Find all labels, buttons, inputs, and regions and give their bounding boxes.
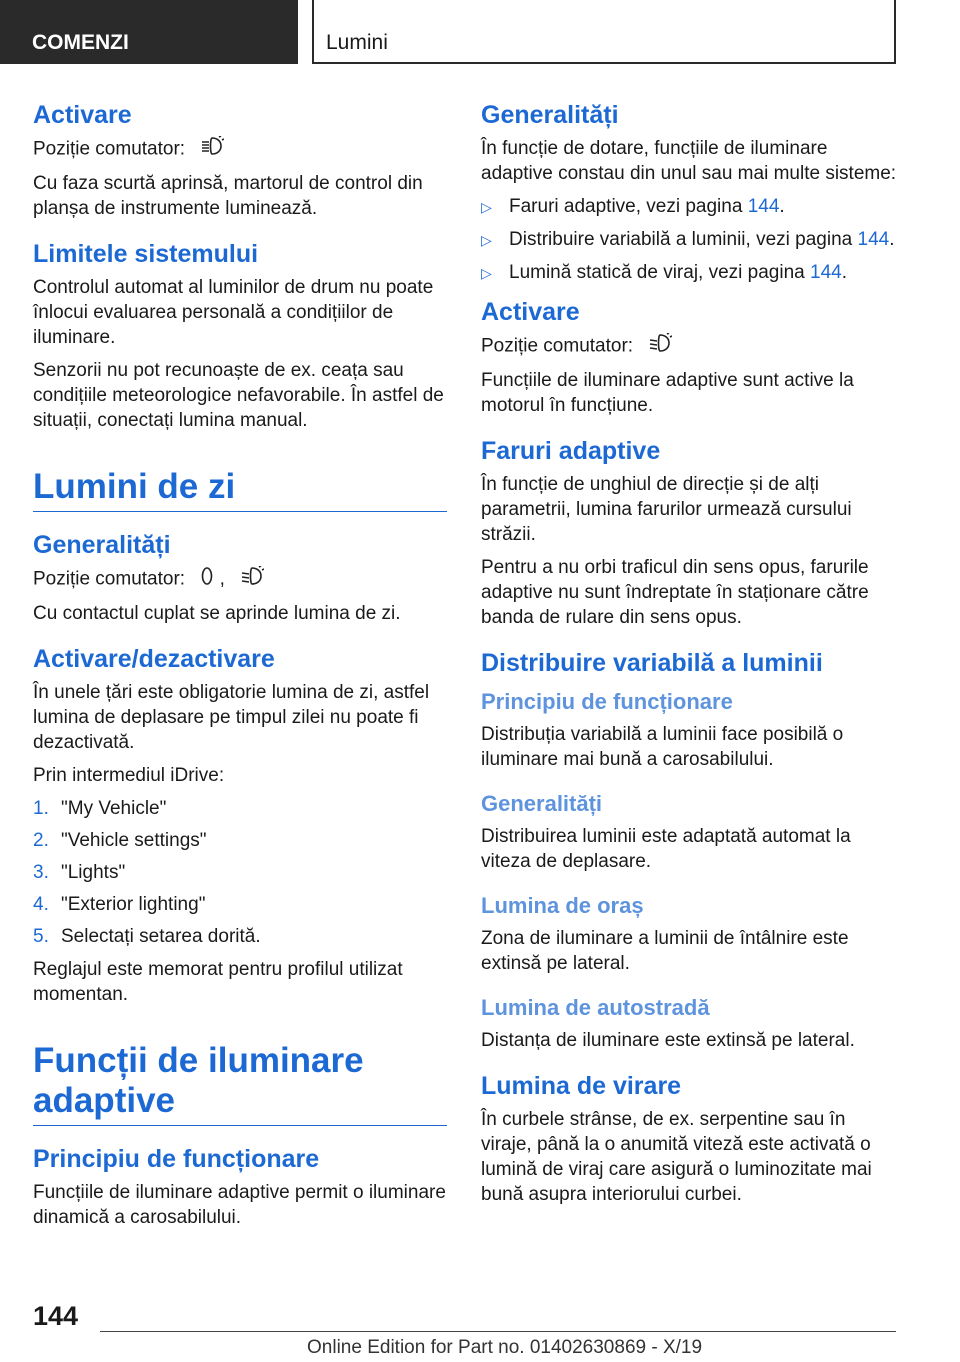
subheading-principiu: Principiu de funcționare [481, 689, 733, 714]
left-column [33, 100, 447, 1238]
heading-limite: Limitele sistemului [33, 240, 259, 268]
switch-position-label: Poziție comutator: [33, 568, 186, 590]
heading-faruri-adaptive: Faruri adaptive [481, 437, 661, 465]
section-title: COMENZI [32, 31, 129, 54]
systems-list [481, 194, 897, 285]
activdez-p2: Prin intermediul iDrive: [33, 765, 225, 786]
heading-functii-adaptive: Funcții de iluminare adaptive [33, 1041, 447, 1126]
list-item: 1. "My Vehicle" [33, 798, 167, 819]
principiu-right-text: Distribuția variabilă a luminii face posibilă o iluminare mai bună a carosabilului. [481, 724, 844, 770]
list-item: ▷ Lumină statică de viraj, vezi pagina 144. [481, 260, 897, 285]
heading-generalitati-right: Generalități [481, 101, 619, 129]
subheading-lumina-autostrada: Lumina de autostradă [481, 995, 710, 1020]
page-link[interactable]: 144 [810, 262, 842, 283]
list-item: 5. Selectați setarea dorită. [33, 926, 261, 947]
switch-position-line-3 [481, 333, 897, 360]
triangle-bullet-icon: ▷ [481, 199, 492, 215]
heading-distribuire: Distribuire variabilă a luminii [481, 649, 823, 677]
list-item: ▷ Faruri adaptive, vezi pagina 144. [481, 194, 897, 219]
limite-p1: Controlul automat al luminilor de drum nu poate înlocui evaluarea personală a condițiilor de iluminare. [33, 277, 434, 348]
switch-position-label: Poziție comutator: [481, 335, 634, 357]
subheading-lumina-oras: Lumina de oraș [481, 893, 644, 918]
page-link[interactable]: 144 [857, 229, 890, 250]
chapter-title: Lumini [326, 31, 388, 54]
high-beam-assist-icon [200, 136, 224, 163]
activdez-p1: În unele țări este obligatorie lumina de zi, astfel lumina de deplasare pe timpul zilei nu poate fi dezactivată. [33, 682, 430, 753]
faruri-p1: În funcție de unghiul de direcție și de alți parametrii, lumina farurilor urmează cursului străzii. [481, 474, 852, 545]
triangle-bullet-icon: ▷ [481, 232, 492, 248]
activare-right-text: Funcțiile de iluminare adaptive sunt active la motorul în funcțiune. [481, 370, 854, 416]
right-column [481, 100, 897, 1215]
chapter-tab [312, 0, 896, 64]
switch-position-label: Poziție comutator: [33, 138, 186, 160]
heading-activare-right: Activare [481, 298, 580, 326]
list-item: ▷ Distribuire variabilă a luminii, vezi pagina 144. [481, 227, 897, 252]
heading-activare: Activare [33, 101, 132, 129]
heading-generalitati: Generalități [33, 531, 171, 559]
list-item: 2. "Vehicle settings" [33, 830, 207, 851]
activare-text: Cu faza scurtă aprinsă, martorul de control din planșa de instrumente luminează. [33, 173, 423, 219]
list-item: 4. "Exterior lighting" [33, 894, 206, 915]
heading-principiu: Principiu de funcționare [33, 1145, 320, 1173]
idrive-steps [33, 796, 447, 949]
auto-light-icon [240, 566, 264, 593]
page-link[interactable]: 144 [747, 196, 780, 217]
activdez-p3: Reglajul este memorat pentru profilul utilizat momentan. [33, 959, 403, 1005]
gen2-text: Distribuirea luminii este adaptată automat la viteza de deplasare. [481, 826, 851, 872]
generalitati-right-text: În funcție de dotare, funcțiile de iluminare adaptive constau din unul sau mai multe sisteme: [481, 138, 897, 184]
auto-light-icon [648, 333, 672, 360]
page-number: 144 [33, 1301, 79, 1331]
limite-p2: Senzorii nu pot recunoaște de ex. ceața sau condițiile meteorologice nefavorabile. În astfel de situații, conectați lumina manual. [33, 360, 444, 431]
autostrada-text: Distanța de iluminare este extinsă pe lateral. [481, 1030, 855, 1051]
switch-off-icon [200, 566, 214, 593]
separator: , [219, 568, 225, 590]
heading-activare-dezactivare: Activare/dezactivare [33, 645, 275, 673]
edition-note: Online Edition for Part no. 01402630869 - X/19 [307, 1337, 703, 1358]
virare-text: În curbele strânse, de ex. serpentine sau în viraje, până la o anumită viteză este activată o lumină de viraj care asigură o luminozitate mai bună asupra interiorului curbei. [481, 1109, 872, 1205]
generalitati-text: Cu contactul cuplat se aprinde lumina de zi. [33, 603, 401, 624]
oras-text: Zona de iluminare a luminii de întâlnire este extinsă pe lateral. [481, 928, 849, 974]
heading-lumini-de-zi: Lumini de zi [33, 467, 447, 512]
principiu-text: Funcțiile de iluminare adaptive permit o iluminare dinamică a carosabilului. [33, 1182, 446, 1228]
list-item: 3. "Lights" [33, 862, 126, 883]
section-tab [0, 0, 298, 64]
footer-divider [100, 1331, 896, 1332]
faruri-p2: Pentru a nu orbi traficul din sens opus, farurile adaptive nu sunt îndreptate în staționare către banda de rulare din sens opus. [481, 557, 869, 628]
subheading-generalitati: Generalități [481, 791, 603, 816]
triangle-bullet-icon: ▷ [481, 265, 492, 281]
switch-position-line [33, 136, 447, 163]
heading-lumina-virare: Lumina de virare [481, 1072, 682, 1100]
switch-position-line-2 [33, 566, 447, 593]
